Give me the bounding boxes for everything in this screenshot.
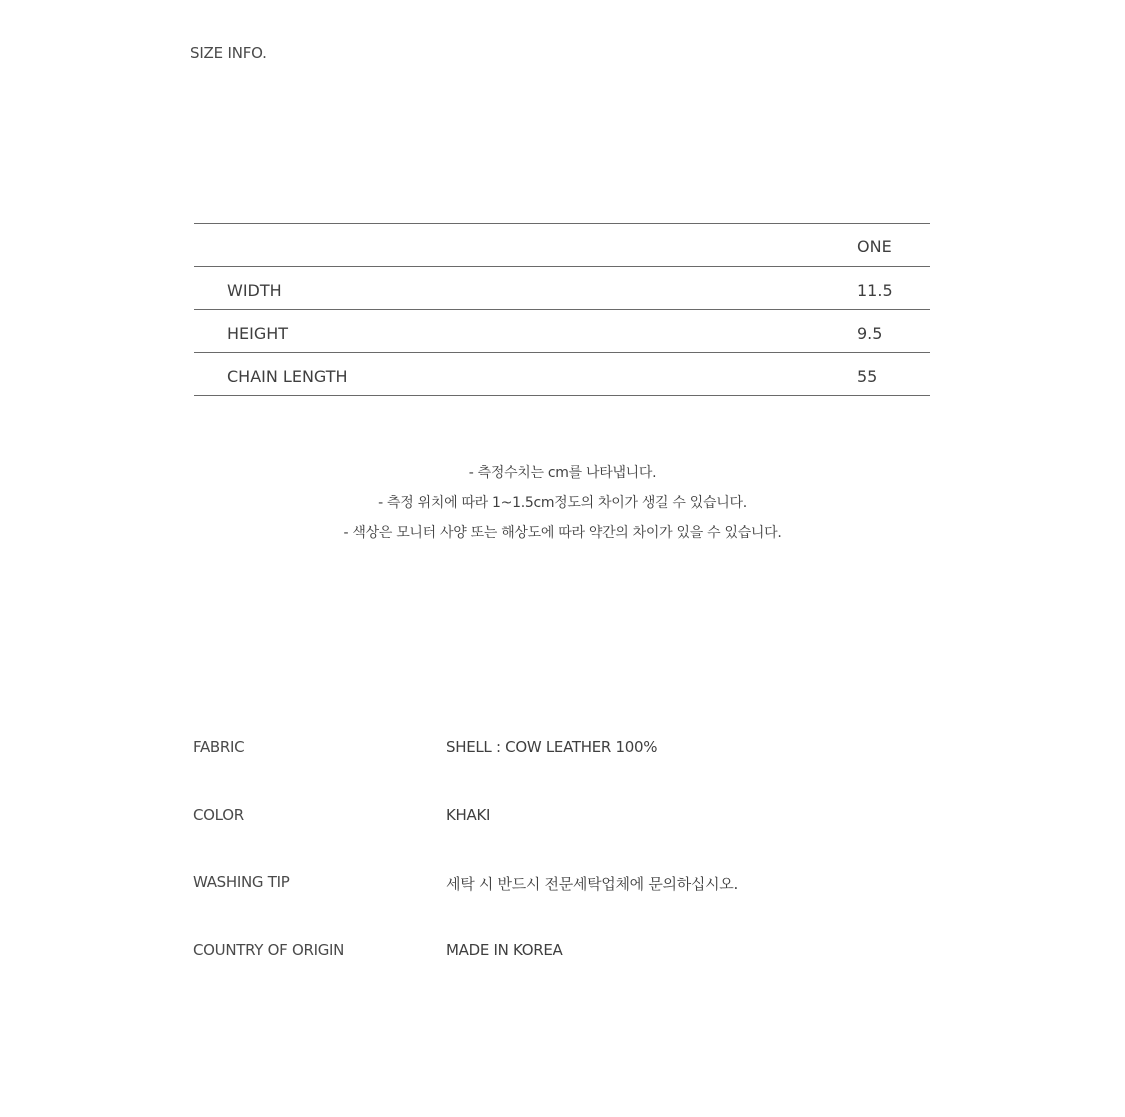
table-row [194, 267, 930, 310]
product-info [193, 735, 993, 1005]
table-row [194, 310, 930, 353]
info-value: SHELL : COW LEATHER 100% [446, 738, 658, 756]
size-row-label-width: WIDTH [227, 281, 282, 300]
info-row-color [193, 803, 993, 871]
size-row-value-height: 9.5 [857, 324, 883, 343]
info-row-washing-tip [193, 870, 993, 938]
size-table-header [194, 224, 930, 267]
info-key: FABRIC [193, 738, 245, 756]
size-row-value-chain-length: 55 [857, 367, 878, 386]
info-value: KHAKI [446, 805, 491, 824]
note-line: - 색상은 모니터 사양 또는 해상도에 따라 약간의 차이가 있을 수 있습니다. [343, 525, 782, 541]
info-key: COLOR [193, 805, 244, 824]
size-row-label-chain-length: CHAIN LENGTH [227, 367, 348, 386]
size-table [194, 223, 930, 396]
info-key: WASHING TIP [193, 873, 290, 891]
info-key: COUNTRY OF ORIGIN [193, 940, 345, 959]
table-row [194, 353, 930, 396]
info-value: 세탁 시 반드시 전문세탁업체에 문의하십시오. [446, 875, 738, 893]
note-line: - 측정 위치에 따라 1~1.5cm정도의 차이가 생길 수 있습니다. [378, 495, 747, 511]
measurement-notes [0, 458, 1125, 548]
size-row-label-height: HEIGHT [227, 324, 289, 343]
size-row-value-width: 11.5 [857, 281, 893, 300]
info-row-fabric [193, 735, 993, 803]
size-header-one: ONE [857, 237, 892, 256]
size-info-title: SIZE INFO. [190, 44, 267, 62]
info-row-country-of-origin [193, 938, 993, 1006]
note-line: - 측정수치는 cm를 나타냅니다. [468, 465, 657, 481]
info-value: MADE IN KOREA [446, 940, 563, 959]
